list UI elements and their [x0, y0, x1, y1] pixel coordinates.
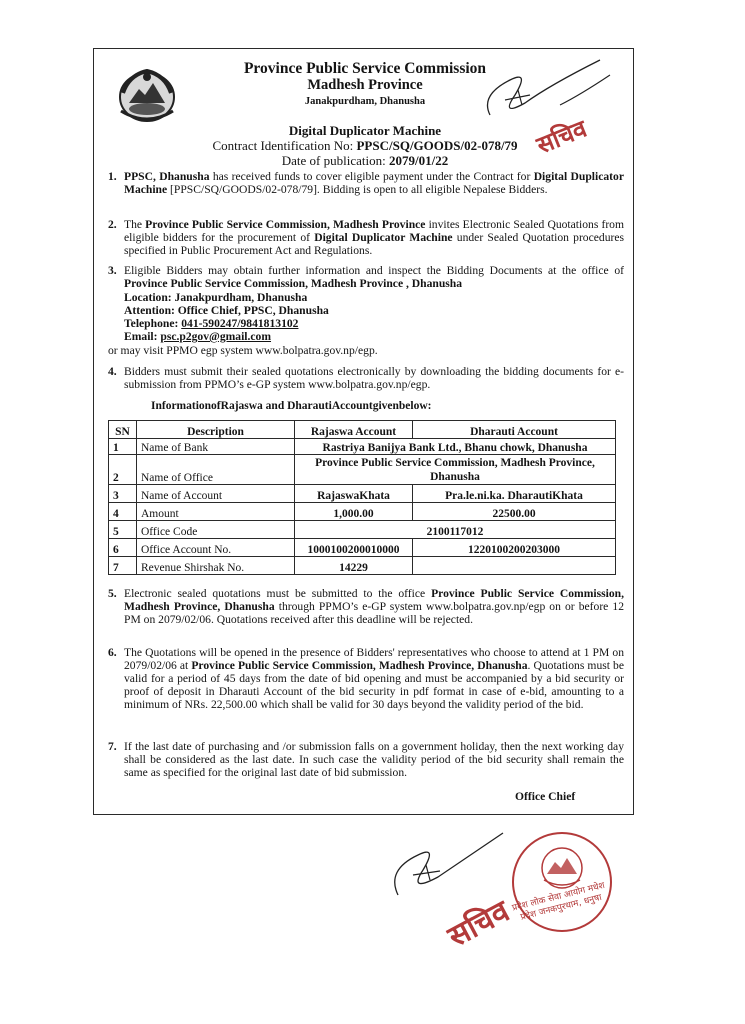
header-rajaswa: Rajaswa Account — [295, 421, 413, 439]
office-chief-signoff: Office Chief — [515, 790, 576, 803]
table-title: InformationofRajaswa and DharautiAccountgivenbelow: — [151, 400, 432, 412]
clause-2: 2. The Province Public Service Commission, Madhesh Province invites Electronic Sealed Quotations from eligible bidders for the procurement of Digital Duplicator Machine under Sealed Quotation procedures specified in Public Procurement Act and Regulations. — [108, 218, 625, 257]
email-link[interactable]: psc.p2gov@gmail.com — [160, 330, 272, 343]
notice-title: Digital Duplicator Machine — [288, 123, 442, 138]
header-description: Description — [137, 421, 295, 439]
province-name: Madhesh Province — [307, 77, 423, 93]
contract-identification: Contract Identification No: PPSC/SQ/GOODS/02-078/79 — [212, 138, 518, 153]
signature-top — [470, 55, 620, 130]
sachiv-stamp-top: सचिव — [532, 114, 591, 160]
publication-date: Date of publication: 2079/01/22 — [281, 153, 449, 168]
location: Location: Janakpurdham, Dhanusha — [124, 291, 308, 304]
visit-egp: or may visit PPMO egp system www.bolpatra.gov.np/egp. — [108, 344, 378, 357]
table-row: 5 Office Code 2100117012 — [109, 521, 616, 539]
table-header-row — [109, 421, 616, 439]
clause-3: 3. Eligible Bidders may obtain further information and inspect the Bidding Documents at the office of Province Public Service Commission, Madhesh Province , Dhanusha — [108, 264, 624, 290]
table-row: 4 Amount 1,000.00 22500.00 — [109, 503, 616, 521]
table-row: 2 Name of Office Province Public Service Commission, Madhesh Province, Dhanusha — [109, 455, 616, 485]
table-row: 6 Office Account No. 1000100200010000 1220100200203000 — [109, 539, 616, 557]
table-row: 1 Name of Bank Rastriya Banijya Bank Ltd., Bhanu chowk, Dhanusha — [109, 439, 616, 455]
clause-5: 5. Electronic sealed quotations must be submitted to the office Province Public Service Commission, Madhesh Province, Dhanusha through PPMO’s e-GP system www.bolpatra.gov.np/egp on or before 12 PM on 2079/02/06. Quotations received after this deadline will be rejected. — [108, 587, 624, 626]
commission-title: Province Public Service Commission — [243, 60, 487, 77]
seal-text: प्रदेश लोक सेवा आयोग मधेश प्रदेश जनकपुरधाम, धनुषा — [511, 880, 606, 923]
email: Email: psc.p2gov@gmail.com — [124, 330, 272, 343]
clause-6: 6. The Quotations will be opened in the presence of Bidders' representatives who choose to attend at 1 PM on 2079/02/06 at Province Public Service Commission, Madhesh Province, Dhanusha. Quotations must be valid for a period of 45 days from the date of bid opening and must be accompanied by a bid security or proof of deposit in Dharauti Account of the bid security in pdf format in case of e-bid, amounting to a minimum of NRs. 22,500.00 which shall be valid for 30 days beyond the validity period of the bid. — [108, 646, 624, 711]
header-sn: SN — [109, 421, 137, 439]
nepal-emblem-icon — [115, 63, 179, 125]
clause-7: 7. If the last date of purchasing and /or submission falls on a government holiday, then the next working day shall be considered as the last date. In such case the validity period of the bid security shall remain the same as specified for the original last date of bid submission. — [108, 740, 624, 779]
commission-address: Janakpurdham, Dhanusha — [304, 96, 426, 107]
accounts-table — [108, 420, 616, 575]
clause-4: 4. Bidders must submit their sealed quotations electronically by downloading the bidding documents for e-submission from PPMO’s e-GP system www.bolpatra.gov.np/egp. — [108, 365, 624, 391]
telephone: Telephone: 041-590247/9841813102 — [124, 317, 299, 330]
sachiv-stamp-bottom: सचिव — [442, 893, 516, 955]
header-dharauti: Dharauti Account — [413, 421, 616, 439]
clause-1: 1. PPSC, Dhanusha has received funds to cover eligible payment under the Contract for Digital Duplicator Machine [PPSC/SQ/GOODS/02-078/79]. Bidding is open to all eligible Nepalese Bidders. — [108, 170, 624, 196]
attention: Attention: Office Chief, PPSC, Dhanusha — [124, 304, 329, 317]
table-row: 7 Revenue Shirshak No. 14229 — [109, 557, 616, 575]
table-row: 3 Name of Account RajaswaKhata Pra.le.ni.ka. DharautiKhata — [109, 485, 616, 503]
